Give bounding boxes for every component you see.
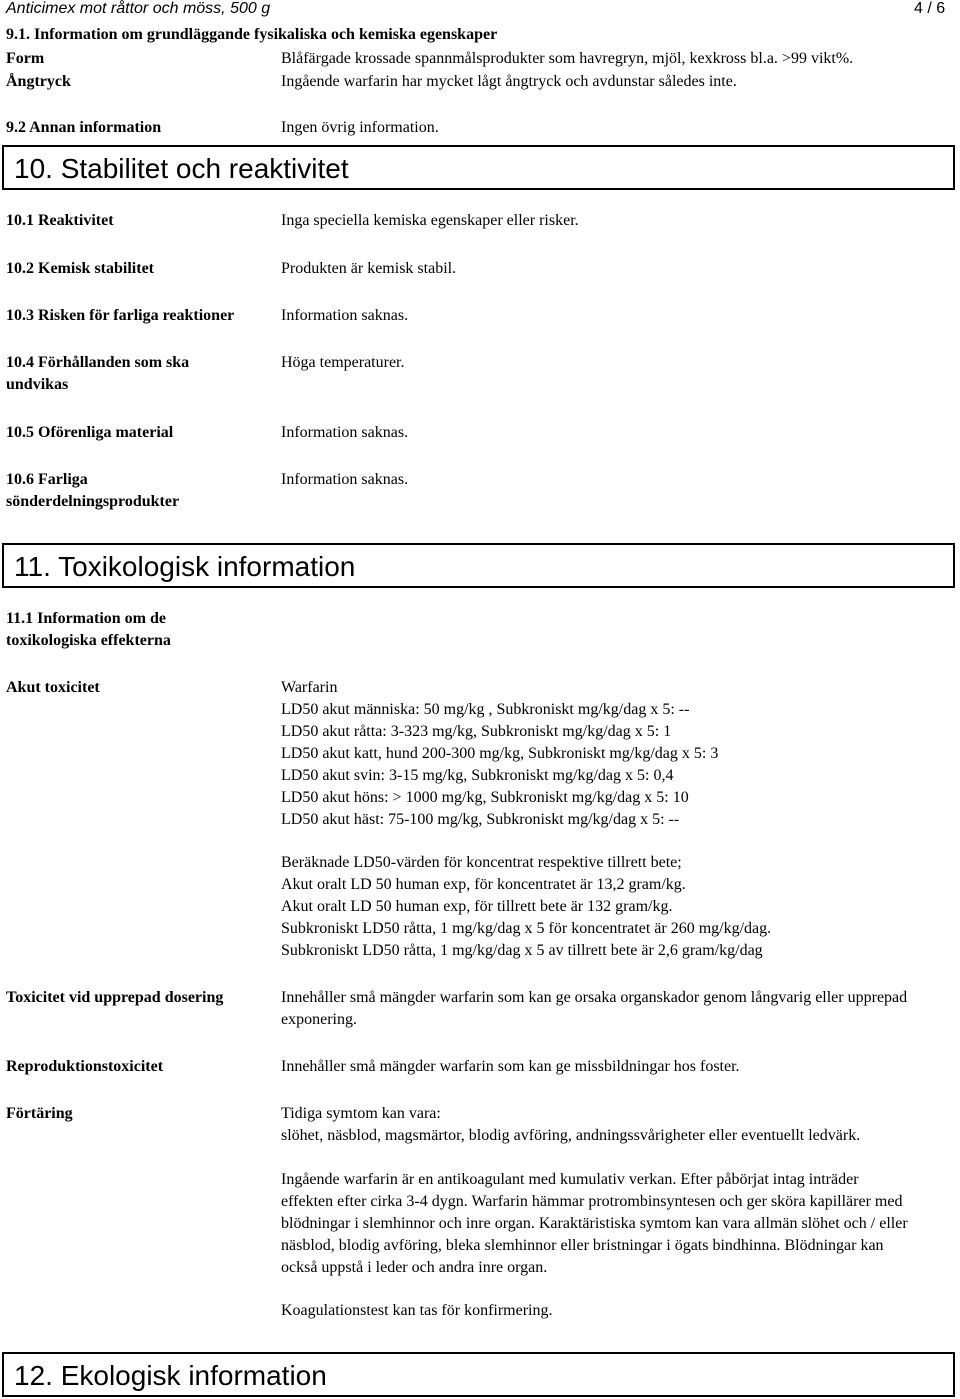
chemical-stability-value: Produkten är kemisk stabil. xyxy=(281,260,457,277)
acute-line: LD50 akut höns: > 1000 mg/kg, Subkroniskt mg/kg/dag x 5: 10 xyxy=(281,789,689,806)
section-11-title: 11. Toxikologisk information xyxy=(14,551,356,582)
toxicological-effects-label: 11.1 Information om de toxikologiska effekterna xyxy=(6,610,171,649)
form-value: Blåfärgade krossade spannmålsprodukter som havregryn, mjöl, kexkross bl.a. >99 vikt%. xyxy=(281,50,854,67)
acute-toxicity-label: Akut toxicitet xyxy=(6,679,100,696)
document-title: Anticimex mot råttor och möss, 500 g xyxy=(6,0,271,17)
other-info-label: 9.2 Annan information xyxy=(6,119,162,136)
vapor-pressure-value: Ingående warfarin har mycket lågt ångtryck och avdunstar således inte. xyxy=(281,73,737,90)
repeated-dose-value: Innehåller små mängder warfarin som kan ge orsaka organskador genom långvarig eller upprepad exponering. xyxy=(281,989,908,1028)
acute-line: LD50 akut svin: 3-15 mg/kg, Subkroniskt mg/kg/dag x 5: 0,4 xyxy=(281,767,674,784)
section-12-title: 12. Ekologisk information xyxy=(14,1360,327,1391)
conditions-to-avoid-value: Höga temperaturer. xyxy=(281,354,405,371)
reproductive-toxicity-value: Innehåller små mängder warfarin som kan ge missbildningar hos foster. xyxy=(281,1058,740,1075)
acute-line: LD50 akut människa: 50 mg/kg , Subkroniskt mg/kg/dag x 5: -- xyxy=(281,701,690,718)
decomposition-products-value: Information saknas. xyxy=(281,471,409,488)
hazardous-reactions-value: Information saknas. xyxy=(281,307,409,324)
reactivity-label: 10.1 Reaktivitet xyxy=(6,212,114,229)
page-number: 4 / 6 xyxy=(914,0,946,17)
ingestion-label: Förtäring xyxy=(6,1105,73,1122)
calc-line: Subkroniskt LD50 råtta, 1 mg/kg/dag x 5 för koncentratet är 260 mg/kg/dag. xyxy=(281,920,772,937)
incompatible-materials-value: Information saknas. xyxy=(281,424,409,441)
repeated-dose-label: Toxicitet vid upprepad dosering xyxy=(6,989,224,1006)
section-12-header-box xyxy=(2,1352,955,1397)
acute-line: LD50 akut råtta: 3-323 mg/kg, Subkroniskt mg/kg/dag x 5: 1 xyxy=(281,723,672,740)
conditions-to-avoid-label: 10.4 Förhållanden som ska undvikas xyxy=(6,354,190,393)
calculated-ld50-values xyxy=(281,852,771,962)
decomposition-products-label: 10.6 Farliga sönderdelningsprodukter xyxy=(6,471,180,510)
section-11-header-box xyxy=(2,543,955,588)
vapor-pressure-label: Ångtryck xyxy=(6,73,71,90)
form-label: Form xyxy=(6,50,45,67)
calc-line: Akut oralt LD 50 human exp, för koncentratet är 13,2 gram/kg. xyxy=(281,876,686,893)
coagulation-test-note: Koagulationstest kan tas för konfirmering. xyxy=(281,1302,553,1319)
ingestion-symptoms: Tidiga symtom kan vara: slöhet, näsblod, magsmärtor, blodig avföring, andningssvårigheter eller eventuellt ledvärk. xyxy=(281,1105,861,1144)
calc-line: Akut oralt LD 50 human exp, för tillrett bete är 132 gram/kg. xyxy=(281,898,673,915)
ingestion-effects: Ingående warfarin är en antikoagulant med kumulativ verkan. Efter påbörjat intag inträder effekten efter cirka 3-4 dygn. Warfarin hämmar protrombinsyntesen och ger sköra kapillärer med blödningar i slemhinnor och inre organ. Karaktäristiska symtom kan vara allmän slöhet och / eller näsblod, blodig avföring, bleka slemhinnor eller bristningar i ögats bindhinna. Blödningar kan också uppstå i leder och andra inre organ. xyxy=(281,1171,908,1276)
acute-line: Warfarin xyxy=(281,679,338,696)
calc-line: Beräknade LD50-värden för koncentrat respektive tillrett bete; xyxy=(281,854,682,871)
chemical-stability-label: 10.2 Kemisk stabilitet xyxy=(6,260,154,277)
other-info-value: Ingen övrig information. xyxy=(281,119,439,136)
incompatible-materials-label: 10.5 Oförenliga material xyxy=(6,424,174,441)
hazardous-reactions-label: 10.3 Risken för farliga reaktioner xyxy=(6,307,235,324)
section-10-header-box xyxy=(2,145,955,190)
acute-line: LD50 akut häst: 75-100 mg/kg, Subkroniskt mg/kg/dag x 5: -- xyxy=(281,811,680,828)
section-10-title: 10. Stabilitet och reaktivitet xyxy=(14,153,349,184)
reproductive-toxicity-label: Reproduktionstoxicitet xyxy=(6,1058,164,1075)
calc-line: Subkroniskt LD50 råtta, 1 mg/kg/dag x 5 av tillrett bete är 2,6 gram/kg/dag xyxy=(281,942,763,959)
acute-toxicity-values xyxy=(281,677,718,831)
acute-line: LD50 akut katt, hund 200-300 mg/kg, Subkroniskt mg/kg/dag x 5: 3 xyxy=(281,745,719,762)
reactivity-value: Inga speciella kemiska egenskaper eller risker. xyxy=(281,212,579,229)
section-9-1-heading: 9.1. Information om grundläggande fysikaliska och kemiska egenskaper xyxy=(6,26,498,43)
